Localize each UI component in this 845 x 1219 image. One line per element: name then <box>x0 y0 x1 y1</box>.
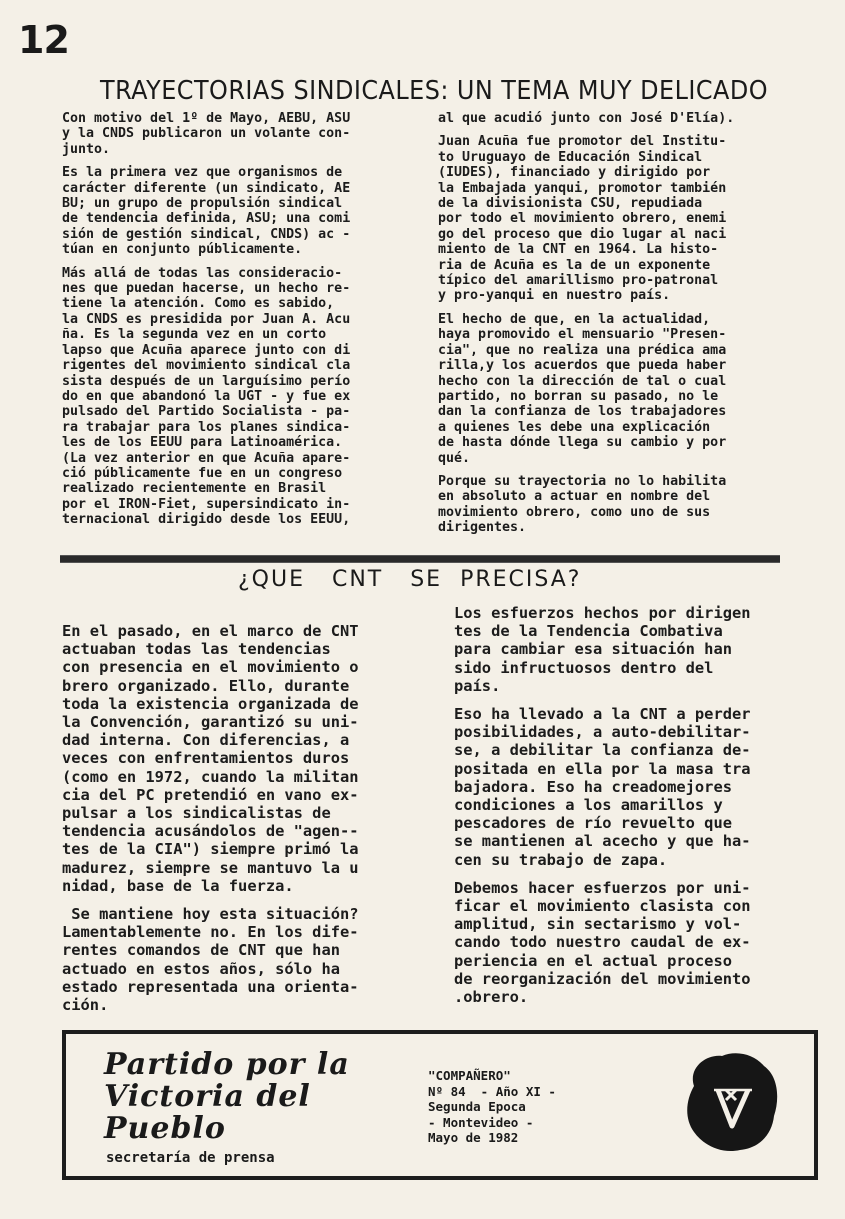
publication-info-line: - Montevideo - <box>428 1114 534 1130</box>
publication-info <box>428 1068 556 1146</box>
publication-info-line: Mayo de 1982 <box>428 1130 519 1145</box>
article2-paragraph: En el pasado, en el marco de CNT actuaban todas las tendencias con presencia en el movimiento o brero organizado. Ello, durante toda la existencia organizada de la Convención, garantizó su uni- dad interna. Con diferencias, a veces con enfrentamientos duros (como en 1972, cuando la militan cia del PC pretendió en vano ex- pulsar a los sindicalistas de tendencia acusándolos de "agen-- tes de la CIA") siempre primó la madurez, siempre se mantuvo la u nidad, base de la fuerza. <box>62 622 359 895</box>
article1-column-right <box>438 111 798 544</box>
org-name-line: Partido por la <box>104 1047 350 1082</box>
article1-paragraph: El hecho de que, en la actualidad, haya promovido el mensuario "Presen- cia", que no realiza una prédica ama rilla,y los acuerdos que pueda haber hecho con la dirección de tal o cual partido, no borran su pasado, no le dan la confianza de los trabajadores a quienes les debe una explicación de hasta dónde llega su cambio y por qué. <box>438 311 727 466</box>
org-name-line: Victoria del <box>104 1079 311 1114</box>
article2-paragraph: Los esfuerzos hechos por dirigen tes de la Tendencia Combativa para cambiar esa situación han sido infructuosos dentro del país. <box>454 604 751 695</box>
org-name <box>104 1049 350 1145</box>
article2-paragraph: Eso ha llevado a la CNT a perder posibilidades, a auto-debilitar- se, a debilitar la confianza de- positada en ella por la masa tra bajadora. Eso ha creadomejores condiciones a los amarillos y pescadores de río revuelto que se mantienen al acecho y que ha- cen su trabajo de zapa. <box>454 705 751 869</box>
article1-paragraph: Porque su trayectoria no lo habilita en absoluto a actuar en nombre del movimiento obrero, como uno de sus dirigentes. <box>438 473 727 536</box>
org-name-line: Pueblo <box>104 1111 226 1146</box>
secretaria-label: secretaría de prensa <box>106 1150 275 1166</box>
article1-paragraph: al que acudió junto con José D'Elía). <box>438 111 735 126</box>
publication-info-line: Segunda Epoca <box>428 1099 526 1114</box>
article1-paragraph: Con motivo del 1º de Mayo, AEBU, ASU y la CNDS publicaron un volante con- junto. <box>62 111 351 157</box>
section-divider <box>60 555 780 563</box>
article1-paragraph: Juan Acuña fue promotor del Institu- to Uruguayo de Educación Sindical (IUDES), financiado y dirigido por la Embajada yanqui, promotor también de la divisionista CSU, repudiada por todo el movimiento obrero, enemi go del proceso que dio lugar al naci miento de la CNT en 1964. La histo- ria de Acuña es la de un exponente típico del amarillismo pro-patronal y pro-yanqui en nuestro país. <box>438 134 727 304</box>
article1-column-left <box>62 111 412 536</box>
page-number: 12 <box>18 18 69 62</box>
publication-info-line: "COMPAÑERO" <box>428 1068 511 1083</box>
pvp-logo-icon <box>680 1046 784 1156</box>
article2-paragraph: Se mantiene hoy esta situación? Lamentablemente no. En los dife- rentes comandos de CNT que han actuado en estos años, sólo ha estado representada una orienta- ción. <box>62 905 359 1015</box>
article1-paragraph: Es la primera vez que organismos de carácter diferente (un sindicato, AE BU; un grupo de propulsión sindical de tendencia definida, ASU; una comi sión de gestión sindical, CNDS) ac - túan en conjunto públicamente. <box>62 165 351 258</box>
publication-info-line: Nº 84 - Año XI - <box>428 1083 556 1099</box>
article2-paragraph: Debemos hacer esfuerzos por uni- ficar el movimiento clasista con amplitud, sin sectarismo y vol- cando todo nuestro caudal de ex- periencia en el actual proceso de reorganización del movimiento .obrero. <box>454 878 751 1007</box>
article-title-que-cnt: ¿QUE CNT SE PRECISA? <box>238 567 582 592</box>
article-title-trayectorias: TRAYECTORIAS SINDICALES: UN TEMA MUY DELICADO <box>100 76 769 106</box>
article2-column-right <box>454 604 824 1016</box>
article2-column-left <box>62 622 432 1024</box>
article1-paragraph: Más allá de todas las consideracio- nes que puedan hacerse, un hecho re- tiene la atención. Como es sabido, la CNDS es presidida por Juan A. Acu ña. Es la segunda vez en un corto lapso que Acuña aparece junto con di rigentes del movimiento sindical cla sista después de un larguísimo perío do en que abandonó la UGT - y fue ex pulsado del Partido Socialista - pa- ra trabajar para los planes sindica- les de los EEUU para Latinoamérica. (La vez anterior en que Acuña apare- ció públicamente fue en un congreso realizado recientemente en Brasil por el IRON-Fiet, supersindicato in- ternacional dirigido desde los EEUU, <box>62 265 351 528</box>
